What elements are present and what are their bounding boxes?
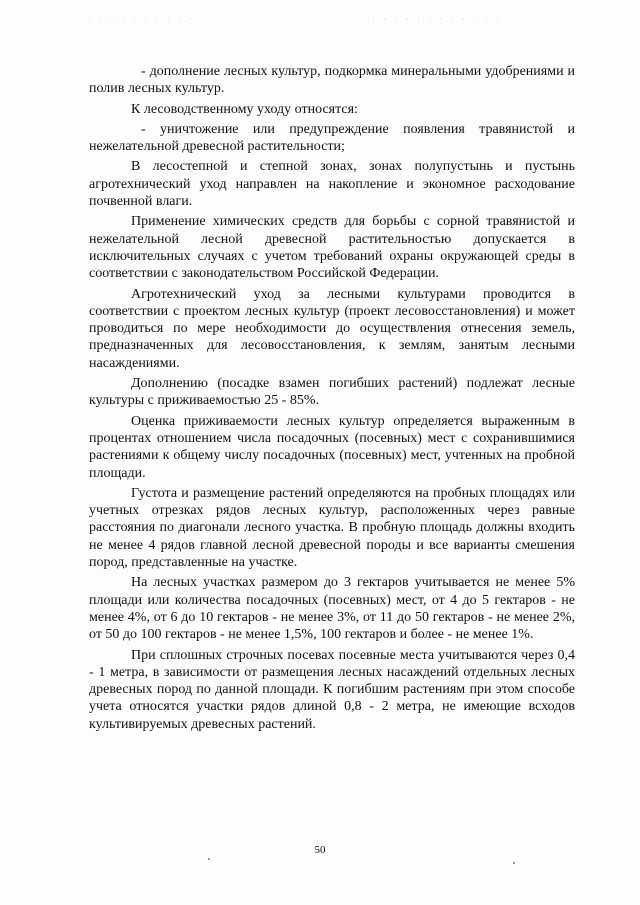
paragraph: В лесостепной и степной зонах, зонах полупустынь и пустынь агротехнический уход направлен на накопление и экономное расходование почвенной влаги. [89, 159, 575, 210]
paragraph: Применение химических средств для борьбы с сорной травянистой и нежелательной лесной древесной растительностью допускается в исключительных случаях с учетом требований охраны окружающей среды в соответствии с законодательством Российской Федерации. [89, 214, 575, 282]
scan-speck [513, 862, 515, 864]
header-scan-noise-right: · · · · · · · · · · · · [372, 14, 502, 24]
page-number: 50 [314, 844, 326, 856]
paragraph: Дополнению (посадке взамен погибших растений) подлежат лесные культуры с приживаемостью 25 - 85%. [89, 376, 575, 409]
paragraph: Оценка приживаемости лесных культур определяется выраженным в процентах отношением числа посадочных (посевных) мест с сохранившимися растениями к общему числу посадочных (посевных) мест, учтенных на пробной площади. [89, 413, 575, 481]
paragraph-dash-1: - дополнение лесных культур, подкормка минеральными удобрениями и полив лесных культур. [89, 64, 575, 97]
paragraph: При сплошных строчных посевах посевные места учитываются через 0,4 - 1 метра, в зависимости от размещения лесных насаждений отдельных лесных древесных пород по данной площади. К погибшим растениям при этом способе учета относятся участки рядов длиной 0,8 - 2 метра, не имеющие всходов культивируемых древесных растений. [89, 647, 575, 732]
paragraph-heading: К лесоводственному уходу относятся: [131, 101, 358, 117]
paragraph-dash-2: - уничтожение или предупреждение появления травянистой и нежелательной древесной растительности; [89, 121, 575, 155]
paragraph: Густота и размещение растений определяются на пробных площадях или учетных отрезках рядов лесных культур, расположенных через равные расстояния по диагонали лесного участка. В пробную площадь должны входить не менее 4 рядов главной лесной древесной породы и все варианты смешения пород, представленные на участке. [89, 485, 575, 571]
body-text [89, 63, 575, 736]
scan-speck [208, 858, 210, 860]
paragraph: Агротехнический уход за лесными культурами проводится в соответствии с проектом лесных культур (проект лесовосстановления) и может проводиться по мере необходимости до осуществления отнесения земель, предназначенных для лесовосстановления, к землям, занятым лесными насаждениями. [89, 286, 575, 371]
header-scan-noise-left: · · · · · · · · · · [88, 14, 196, 24]
paragraph: На лесных участках размером до 3 гектаров учитывается не менее 5% площади или количества посадочных (посевных) мест, от 4 до 5 гектаров - не менее 4%, от 6 до 10 гектаров - не менее 3%, от 11 до 50 гектаров - не менее 2%, от 50 до 100 гектаров - не менее 1,5%, 100 гектаров и более - не менее 1%. [89, 575, 575, 643]
